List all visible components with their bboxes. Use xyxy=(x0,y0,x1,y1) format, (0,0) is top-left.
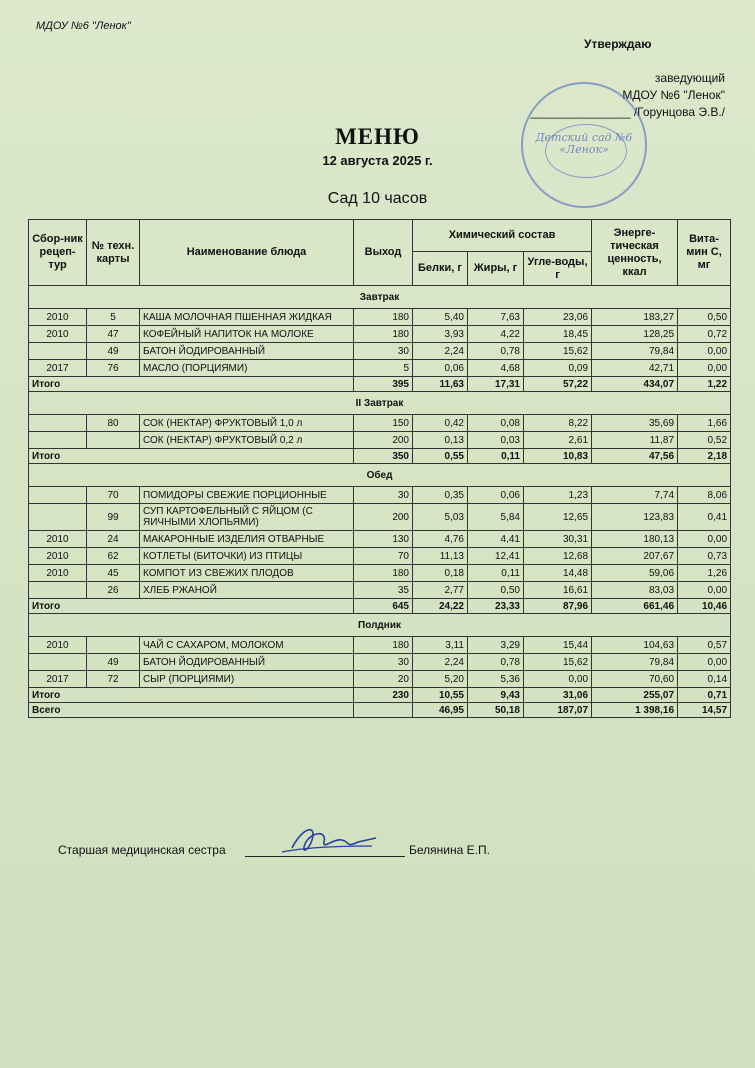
section-header-row xyxy=(29,392,731,415)
table-cell: 2010 xyxy=(29,531,87,548)
total-label: Итого xyxy=(29,377,354,392)
total-row xyxy=(29,599,731,614)
section-header-row xyxy=(29,614,731,637)
table-cell: 0,52 xyxy=(678,432,731,449)
table-cell: 1,66 xyxy=(678,415,731,432)
menu-table xyxy=(28,219,731,718)
table-cell: 2,77 xyxy=(413,582,468,599)
total-label: Итого xyxy=(29,449,354,464)
dish-row xyxy=(29,326,731,343)
table-cell: 5 xyxy=(354,360,413,377)
col-dish-name: Наименование блюда xyxy=(140,220,354,286)
col-fat: Жиры, г xyxy=(468,252,524,286)
signer-label: Старшая медицинская сестра xyxy=(58,843,226,857)
table-cell: 4,22 xyxy=(468,326,524,343)
table-cell: 4,68 xyxy=(468,360,524,377)
menu-subtitle: Сад 10 часов xyxy=(327,190,428,207)
grand-total-row xyxy=(29,703,731,718)
grand-total-cell: 14,57 xyxy=(678,703,731,718)
approval-line: _______________ /Горунцова Э.В./ xyxy=(530,105,725,119)
table-cell: 0,18 xyxy=(413,565,468,582)
table-cell: 11,87 xyxy=(592,432,678,449)
table-cell: 180 xyxy=(354,309,413,326)
table-cell: 0,50 xyxy=(468,582,524,599)
col-vitamin: Вита-мин С, мг xyxy=(678,220,731,286)
col-protein: Белки, г xyxy=(413,252,468,286)
grand-total-cell: 1 398,16 xyxy=(592,703,678,718)
col-tech-card: № техн. карты xyxy=(87,220,140,286)
table-cell: 3,11 xyxy=(413,637,468,654)
table-cell: 16,61 xyxy=(524,582,592,599)
total-cell: 87,96 xyxy=(524,599,592,614)
table-cell: 20 xyxy=(354,671,413,688)
dish-row xyxy=(29,582,731,599)
table-cell: 42,71 xyxy=(592,360,678,377)
total-cell: 661,46 xyxy=(592,599,678,614)
table-cell: 130 xyxy=(354,531,413,548)
table-cell: 4,76 xyxy=(413,531,468,548)
table-cell: 70 xyxy=(87,487,140,504)
table-cell: 0,41 xyxy=(678,504,731,531)
table-cell: 70 xyxy=(354,548,413,565)
table-cell: 23,06 xyxy=(524,309,592,326)
table-cell: ХЛЕБ РЖАНОЙ xyxy=(140,582,354,599)
table-cell: 0,00 xyxy=(678,582,731,599)
table-cell: 12,41 xyxy=(468,548,524,565)
table-cell: 80 xyxy=(87,415,140,432)
table-cell: 4,41 xyxy=(468,531,524,548)
table-cell: 0,00 xyxy=(678,654,731,671)
dish-row xyxy=(29,548,731,565)
col-energy: Энерге-тическая ценность, ккал xyxy=(592,220,678,286)
table-cell: 0,57 xyxy=(678,637,731,654)
table-cell: 2010 xyxy=(29,548,87,565)
table-cell: БАТОН ЙОДИРОВАННЫЙ xyxy=(140,654,354,671)
table-cell: 200 xyxy=(354,432,413,449)
table-cell: 12,65 xyxy=(524,504,592,531)
total-cell: 23,33 xyxy=(468,599,524,614)
table-cell: СОК (НЕКТАР) ФРУКТОВЫЙ 1,0 л xyxy=(140,415,354,432)
table-cell: 2,24 xyxy=(413,654,468,671)
table-cell: 30,31 xyxy=(524,531,592,548)
total-cell: 434,07 xyxy=(592,377,678,392)
total-cell: 255,07 xyxy=(592,688,678,703)
table-cell: 0,35 xyxy=(413,487,468,504)
total-cell: 0,71 xyxy=(678,688,731,703)
table-cell: 150 xyxy=(354,415,413,432)
total-cell: 31,06 xyxy=(524,688,592,703)
table-cell: 79,84 xyxy=(592,343,678,360)
col-carbs: Угле-воды, г xyxy=(524,252,592,286)
table-cell: 99 xyxy=(87,504,140,531)
dish-row xyxy=(29,360,731,377)
dish-row xyxy=(29,504,731,531)
table-cell: СУП КАРТОФЕЛЬНЫЙ С ЯЙЦОМ (С ЯИЧНЫМИ ХЛОПЬЯМИ) xyxy=(140,504,354,531)
table-cell: 5,36 xyxy=(468,671,524,688)
table-cell: 0,00 xyxy=(678,343,731,360)
table-cell: 1,23 xyxy=(524,487,592,504)
table-cell: 24 xyxy=(87,531,140,548)
menu-table-body xyxy=(29,286,731,718)
total-label: Итого xyxy=(29,688,354,703)
table-cell: 0,78 xyxy=(468,343,524,360)
total-cell: 11,63 xyxy=(413,377,468,392)
table-cell xyxy=(29,582,87,599)
total-cell: 0,55 xyxy=(413,449,468,464)
table-cell: 0,72 xyxy=(678,326,731,343)
table-cell: 5 xyxy=(87,309,140,326)
total-label: Итого xyxy=(29,599,354,614)
total-cell: 645 xyxy=(354,599,413,614)
total-cell: 1,22 xyxy=(678,377,731,392)
table-cell: 128,25 xyxy=(592,326,678,343)
section-title: II Завтрак xyxy=(29,392,731,415)
table-cell: 70,60 xyxy=(592,671,678,688)
total-cell: 10,83 xyxy=(524,449,592,464)
table-cell: 0,73 xyxy=(678,548,731,565)
table-cell xyxy=(29,487,87,504)
dish-row xyxy=(29,309,731,326)
table-cell: 5,20 xyxy=(413,671,468,688)
table-cell: 2010 xyxy=(29,309,87,326)
total-cell: 230 xyxy=(354,688,413,703)
total-cell: 57,22 xyxy=(524,377,592,392)
table-cell: 26 xyxy=(87,582,140,599)
dish-row xyxy=(29,654,731,671)
table-cell: КОФЕЙНЫЙ НАПИТОК НА МОЛОКЕ xyxy=(140,326,354,343)
table-cell: 0,00 xyxy=(524,671,592,688)
table-cell: КАША МОЛОЧНАЯ ПШЕННАЯ ЖИДКАЯ xyxy=(140,309,354,326)
dish-row xyxy=(29,487,731,504)
table-cell: БАТОН ЙОДИРОВАННЫЙ xyxy=(140,343,354,360)
seal-text: Детский сад №6 «Ленок» xyxy=(535,131,633,156)
table-cell: 3,29 xyxy=(468,637,524,654)
table-cell: 2010 xyxy=(29,637,87,654)
table-cell: 200 xyxy=(354,504,413,531)
table-cell: 30 xyxy=(354,487,413,504)
section-header-row xyxy=(29,286,731,309)
table-cell: 180 xyxy=(354,637,413,654)
menu-date: 12 августа 2025 г. xyxy=(322,153,433,168)
table-cell: 3,93 xyxy=(413,326,468,343)
dish-row xyxy=(29,671,731,688)
table-cell: 59,06 xyxy=(592,565,678,582)
col-chem-group: Химический состав xyxy=(413,220,592,252)
approve-label: Утверждаю xyxy=(584,37,652,51)
grand-total-cell xyxy=(354,703,413,718)
org-name: МДОУ №6 "Ленок" xyxy=(36,20,131,32)
total-cell: 17,31 xyxy=(468,377,524,392)
table-cell: 0,78 xyxy=(468,654,524,671)
table-cell: 45 xyxy=(87,565,140,582)
table-cell: 0,08 xyxy=(468,415,524,432)
table-cell: 0,13 xyxy=(413,432,468,449)
table-cell: 35 xyxy=(354,582,413,599)
table-cell: 2010 xyxy=(29,326,87,343)
table-cell: 30 xyxy=(354,343,413,360)
table-cell: 2,24 xyxy=(413,343,468,360)
signature-line xyxy=(245,856,405,857)
table-cell: 183,27 xyxy=(592,309,678,326)
approval-line: МДОУ №6 "Ленок" xyxy=(622,88,725,102)
approval-line: заведующий xyxy=(654,71,725,85)
table-cell: 0,03 xyxy=(468,432,524,449)
table-cell: 79,84 xyxy=(592,654,678,671)
table-cell: 2017 xyxy=(29,360,87,377)
table-cell: КОМПОТ ИЗ СВЕЖИХ ПЛОДОВ xyxy=(140,565,354,582)
grand-total-cell: 50,18 xyxy=(468,703,524,718)
table-cell: 1,26 xyxy=(678,565,731,582)
section-title: Завтрак xyxy=(29,286,731,309)
table-cell: 2,61 xyxy=(524,432,592,449)
table-cell: МАКАРОННЫЕ ИЗДЕЛИЯ ОТВАРНЫЕ xyxy=(140,531,354,548)
dish-row xyxy=(29,432,731,449)
table-cell: 15,62 xyxy=(524,343,592,360)
total-cell: 10,55 xyxy=(413,688,468,703)
dish-row xyxy=(29,637,731,654)
total-cell: 0,11 xyxy=(468,449,524,464)
grand-total-cell: 187,07 xyxy=(524,703,592,718)
total-cell: 2,18 xyxy=(678,449,731,464)
section-title: Полдник xyxy=(29,614,731,637)
table-cell: 0,50 xyxy=(678,309,731,326)
table-cell: 0,09 xyxy=(524,360,592,377)
dish-row xyxy=(29,343,731,360)
table-cell: 104,63 xyxy=(592,637,678,654)
table-cell: 14,48 xyxy=(524,565,592,582)
table-cell: 62 xyxy=(87,548,140,565)
table-cell: 18,45 xyxy=(524,326,592,343)
table-cell: 49 xyxy=(87,343,140,360)
table-cell: 5,40 xyxy=(413,309,468,326)
dish-row xyxy=(29,565,731,582)
table-cell xyxy=(87,637,140,654)
total-row xyxy=(29,688,731,703)
dish-row xyxy=(29,415,731,432)
total-row xyxy=(29,449,731,464)
table-cell: 12,68 xyxy=(524,548,592,565)
table-cell xyxy=(29,343,87,360)
total-row xyxy=(29,377,731,392)
table-cell: 5,03 xyxy=(413,504,468,531)
table-cell: 30 xyxy=(354,654,413,671)
table-cell: 180 xyxy=(354,326,413,343)
table-cell: 2010 xyxy=(29,565,87,582)
section-header-row xyxy=(29,464,731,487)
col-collection: Сбор-ник рецеп-тур xyxy=(29,220,87,286)
table-cell xyxy=(87,432,140,449)
table-cell: ПОМИДОРЫ СВЕЖИЕ ПОРЦИОННЫЕ xyxy=(140,487,354,504)
table-cell: 0,00 xyxy=(678,531,731,548)
signer-name: Белянина Е.П. xyxy=(409,843,490,857)
col-output: Выход xyxy=(354,220,413,286)
table-cell: МАСЛО (ПОРЦИЯМИ) xyxy=(140,360,354,377)
section-title: Обед xyxy=(29,464,731,487)
table-cell: СОК (НЕКТАР) ФРУКТОВЫЙ 0,2 л xyxy=(140,432,354,449)
total-cell: 24,22 xyxy=(413,599,468,614)
table-cell: 180 xyxy=(354,565,413,582)
grand-total-label: Всего xyxy=(29,703,354,718)
total-cell: 395 xyxy=(354,377,413,392)
table-cell: 15,62 xyxy=(524,654,592,671)
table-cell: СЫР (ПОРЦИЯМИ) xyxy=(140,671,354,688)
dish-row xyxy=(29,531,731,548)
grand-total-cell: 46,95 xyxy=(413,703,468,718)
table-cell: 0,14 xyxy=(678,671,731,688)
table-cell: ЧАЙ С САХАРОМ, МОЛОКОМ xyxy=(140,637,354,654)
table-cell xyxy=(29,432,87,449)
table-cell: 180,13 xyxy=(592,531,678,548)
page-title: МЕНЮ xyxy=(335,124,420,149)
table-cell: 72 xyxy=(87,671,140,688)
table-cell: 76 xyxy=(87,360,140,377)
table-cell: 11,13 xyxy=(413,548,468,565)
table-cell xyxy=(29,504,87,531)
table-cell: 49 xyxy=(87,654,140,671)
table-cell: 8,22 xyxy=(524,415,592,432)
table-cell: 123,83 xyxy=(592,504,678,531)
table-cell: 2017 xyxy=(29,671,87,688)
table-cell: 0,06 xyxy=(413,360,468,377)
total-cell: 47,56 xyxy=(592,449,678,464)
total-cell: 350 xyxy=(354,449,413,464)
table-cell: 15,44 xyxy=(524,637,592,654)
total-cell: 10,46 xyxy=(678,599,731,614)
table-cell: 7,63 xyxy=(468,309,524,326)
table-cell: 8,06 xyxy=(678,487,731,504)
table-cell: 0,11 xyxy=(468,565,524,582)
table-cell: 207,67 xyxy=(592,548,678,565)
table-cell: 0,00 xyxy=(678,360,731,377)
table-cell: 47 xyxy=(87,326,140,343)
table-cell: 0,06 xyxy=(468,487,524,504)
table-cell: КОТЛЕТЫ (БИТОЧКИ) ИЗ ПТИЦЫ xyxy=(140,548,354,565)
table-cell: 35,69 xyxy=(592,415,678,432)
total-cell: 9,43 xyxy=(468,688,524,703)
table-cell xyxy=(29,654,87,671)
table-cell: 7,74 xyxy=(592,487,678,504)
table-cell: 83,03 xyxy=(592,582,678,599)
table-cell: 0,42 xyxy=(413,415,468,432)
table-cell xyxy=(29,415,87,432)
table-cell: 5,84 xyxy=(468,504,524,531)
